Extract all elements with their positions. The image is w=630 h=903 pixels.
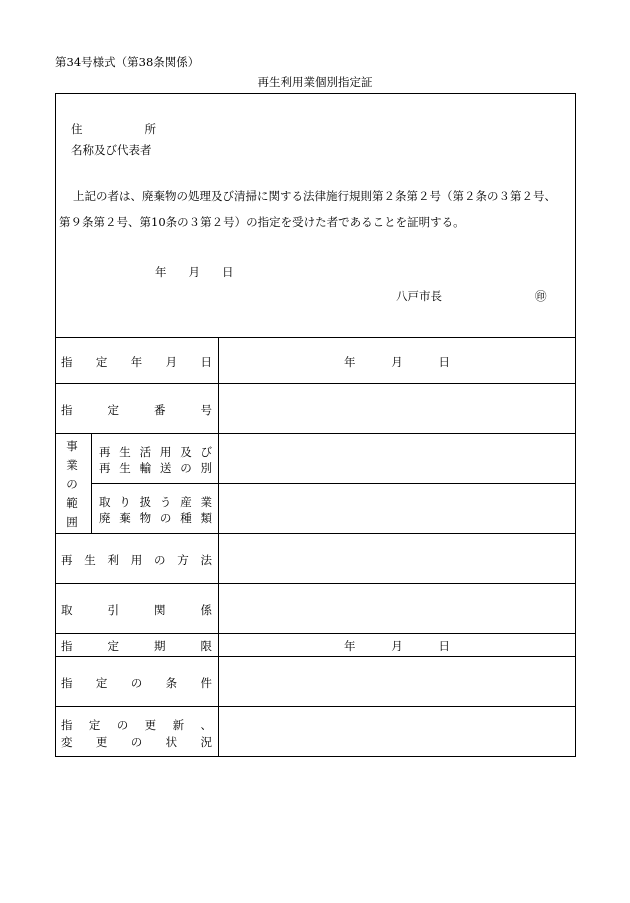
renewal-status-label-line-1: 指 定 の 更 新 、	[61, 718, 212, 732]
address-label: 住 所	[71, 122, 156, 136]
table-rule	[55, 706, 576, 707]
table-rule	[55, 383, 576, 384]
recycle-type-label-line-2: 再 生 輸 送 の 別	[99, 461, 212, 475]
certification-text-line-2: 第９条第２号、第10条の３第２号）の指定を受けた者であることを証明する。	[59, 215, 465, 229]
designation-conditions-label: 指 定 の 条 件	[61, 676, 212, 690]
table-top-rule	[55, 337, 576, 338]
issue-date: 年 月 日	[155, 265, 234, 279]
document-title: 再生利用業個別指定証	[257, 75, 373, 89]
renewal-status-label-line-2: 変 更 の 状 況	[61, 735, 212, 749]
table-rule	[55, 583, 576, 584]
name-representative-label: 名称及び代表者	[71, 143, 152, 157]
recycle-type-label-line-1: 再 生 活 用 及 び	[99, 445, 212, 459]
table-rule	[55, 433, 576, 434]
designation-period-label: 指 定 期 限	[61, 639, 212, 653]
designation-date-label: 指 定 年 月 日	[61, 355, 212, 369]
designation-date-value: 年 月 日	[344, 355, 450, 369]
scope-column-rule	[91, 433, 92, 533]
seal-mark: ㊞	[535, 289, 547, 303]
trade-relation-label: 取 引 関 係	[61, 603, 212, 617]
issuer-name: 八戸市長	[396, 289, 442, 303]
waste-type-label-line-2: 廃 棄 物 の 種 類	[99, 511, 212, 525]
form-number: 第34号様式（第38条関係）	[55, 55, 200, 69]
business-scope-label: 事 業 の 範 囲	[66, 439, 78, 529]
table-rule	[55, 656, 576, 657]
table-rule	[55, 533, 576, 534]
table-rule	[55, 633, 576, 634]
designation-period-value: 年 月 日	[344, 639, 450, 653]
recycle-method-label: 再 生 利 用 の 方 法	[61, 553, 212, 567]
designation-number-label: 指 定 番 号	[61, 403, 212, 417]
label-column-rule	[218, 337, 219, 757]
waste-type-label-line-1: 取 り 扱 う 産 業	[99, 495, 212, 509]
table-rule	[91, 483, 576, 484]
certification-text-line-1: 上記の者は、廃棄物の処理及び清掃に関する法律施行規則第２条第２号（第２条の３第２号、	[73, 189, 556, 203]
